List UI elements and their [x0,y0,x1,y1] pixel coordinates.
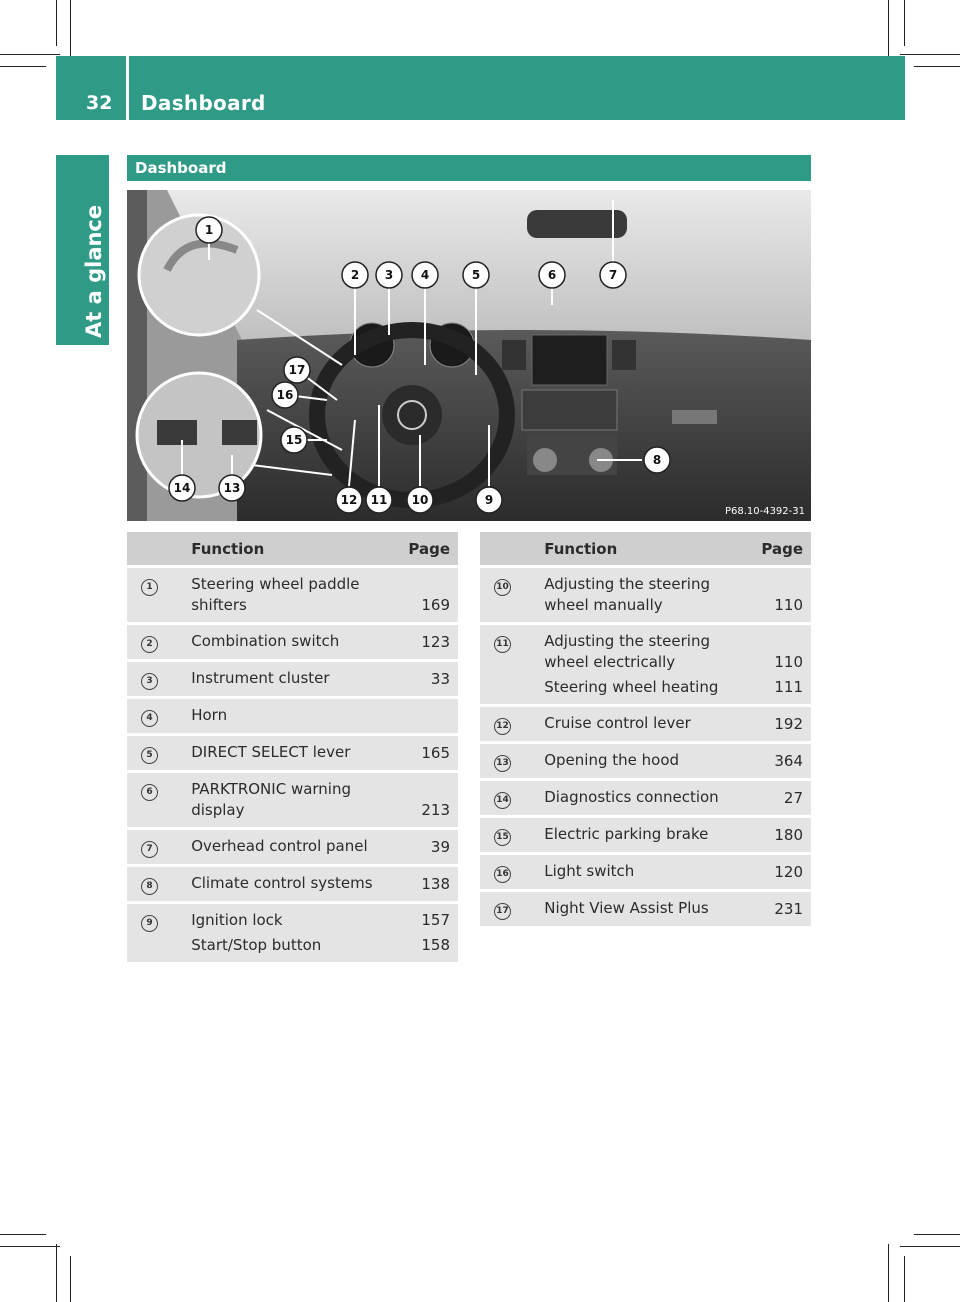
item-number: 14 [494,792,511,809]
page-ref[interactable]: 231 [753,892,811,926]
callout-label: 3 [384,268,394,282]
function-name: Light switch [536,855,753,889]
function-name-secondary: Start/Stop button [191,936,322,954]
crop-mark [56,1244,57,1302]
callout-label: 13 [223,481,241,495]
callout-label: 9 [484,493,494,507]
item-number: 10 [494,579,511,596]
table-header-function: Function [536,532,753,565]
item-number: 16 [494,866,511,883]
crop-mark [914,66,960,67]
page-title: Dashboard [141,91,266,115]
page-ref[interactable]: 192 [753,707,811,741]
callout-label: 8 [652,453,662,467]
header-divider [126,56,129,120]
item-number: 5 [141,747,158,764]
item-number: 12 [494,718,511,735]
table-header-number [127,532,183,565]
callout-label: 2 [350,268,360,282]
table-row [480,855,811,889]
function-name: Steering wheel paddle shifters [183,568,400,622]
function-name: Horn [183,699,400,733]
crop-mark [0,54,60,55]
table-row [480,892,811,926]
item-number: 8 [141,878,158,895]
crop-mark [904,0,905,46]
function-name: DIRECT SELECT lever [183,736,400,770]
section-header [127,155,811,181]
page-ref[interactable]: 120 [753,855,811,889]
function-name: Diagnostics connection [536,781,753,815]
dashboard-figure [127,190,811,521]
section-title: Dashboard [135,159,227,177]
item-number: 15 [494,829,511,846]
page-ref[interactable]: 27 [753,781,811,815]
table-row [127,904,458,962]
dashboard-illustration [127,190,811,521]
crop-mark [70,1256,71,1302]
table-row [127,662,458,696]
table-row [480,781,811,815]
crop-mark [888,1244,889,1302]
item-number: 1 [141,579,158,596]
table-header-function: Function [183,532,400,565]
function-name: Adjusting the steering wheel electrically [544,632,710,671]
function-name: PARKTRONIC warning display [183,773,400,827]
function-name: Electric parking brake [536,818,753,852]
item-number: 13 [494,755,511,772]
table-row [127,867,458,901]
table-row [480,707,811,741]
function-name: Cruise control lever [536,707,753,741]
page-ref-secondary[interactable]: 158 [421,936,450,954]
table-row [480,568,811,622]
function-table-right [480,529,811,929]
table-row [127,568,458,622]
crop-mark [914,1234,960,1235]
page-ref [400,699,458,733]
crop-mark [0,1234,46,1235]
callout-label: 12 [340,493,358,507]
page-ref[interactable]: 169 [400,568,458,622]
item-number: 11 [494,636,511,653]
crop-mark [0,1246,60,1247]
callout-label: 11 [370,493,388,507]
table-header-page: Page [400,532,458,565]
table-header-number [480,532,536,565]
page-ref[interactable]: 110 [774,653,803,671]
item-number: 17 [494,903,511,920]
table-row [127,736,458,770]
page-ref[interactable]: 213 [400,773,458,827]
table-row [480,625,811,704]
page-ref[interactable]: 33 [400,662,458,696]
function-name: Opening the hood [536,744,753,778]
table-header-page: Page [753,532,811,565]
table-row [480,818,811,852]
item-number: 3 [141,673,158,690]
page-ref[interactable]: 110 [753,568,811,622]
crop-mark [0,66,46,67]
function-name-secondary: Steering wheel heating [544,678,719,696]
table-row [127,830,458,864]
callout-label: 14 [173,481,191,495]
function-name: Climate control systems [183,867,400,901]
item-number: 2 [141,636,158,653]
figure-code: P68.10-4392-31 [724,506,805,517]
item-number: 4 [141,710,158,727]
callout-label: 15 [285,433,303,447]
page-ref[interactable]: 157 [421,911,450,929]
callout-label: 17 [288,363,306,377]
function-name: Instrument cluster [183,662,400,696]
callout-label: 6 [547,268,557,282]
table-header-row [480,532,811,565]
crop-mark [900,54,960,55]
crop-mark [70,0,71,58]
callout-label: 10 [411,493,429,507]
crop-mark [56,0,57,46]
callout-label: 7 [608,268,618,282]
table-row [127,699,458,733]
table-row [127,625,458,659]
function-table-left [127,529,458,965]
item-number: 7 [141,841,158,858]
callout-label: 1 [204,223,214,237]
page-ref[interactable]: 39 [400,830,458,864]
crop-mark [900,1246,960,1247]
callout-label: 16 [276,388,294,402]
function-name: Night View Assist Plus [536,892,753,926]
function-name: Ignition lock [191,911,283,929]
item-number: 6 [141,784,158,801]
callout-label: 4 [420,268,430,282]
item-number: 9 [141,915,158,932]
table-row [480,744,811,778]
page-ref[interactable]: 364 [753,744,811,778]
crop-mark [904,1256,905,1302]
table-row [127,773,458,827]
page-number: 32 [86,92,113,114]
function-name: Adjusting the steering wheel manually [536,568,753,622]
table-header-row [127,532,458,565]
page-ref[interactable]: 180 [753,818,811,852]
chapter-tab-label: At a glance [82,204,106,338]
callout-label: 5 [471,268,481,282]
page-ref-secondary[interactable]: 111 [774,678,803,696]
page-ref[interactable]: 165 [400,736,458,770]
function-name: Combination switch [183,625,400,659]
page-ref[interactable]: 123 [400,625,458,659]
page-ref[interactable]: 138 [400,867,458,901]
function-name: Overhead control panel [183,830,400,864]
crop-mark [888,0,889,58]
